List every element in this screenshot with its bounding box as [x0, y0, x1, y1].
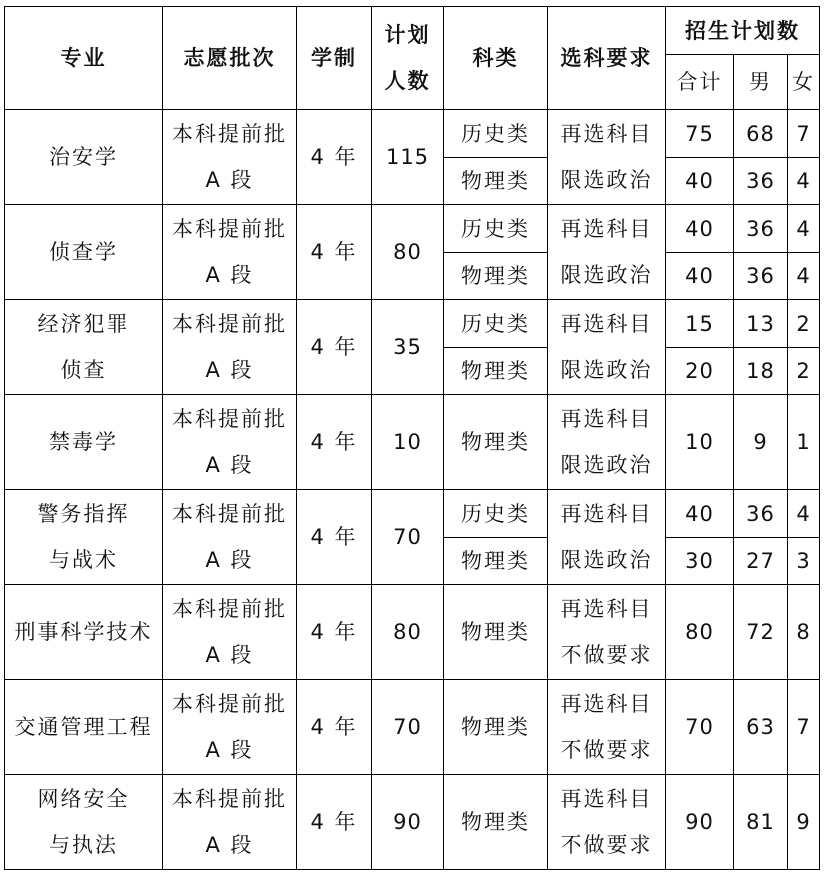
plan-count-cell: 80: [372, 585, 444, 680]
requirement-cell: [548, 110, 666, 205]
batch-cell-line: 本科提前批: [172, 787, 287, 811]
female-cell: 4: [788, 205, 820, 253]
batch-cell-line: A 段: [205, 263, 254, 287]
batch-cell: [163, 110, 297, 205]
major-cell: [5, 775, 163, 870]
subject-cell: 物理类: [444, 395, 548, 490]
header-major: 专业: [5, 7, 163, 110]
plan-count-cell: 115: [372, 110, 444, 205]
major-cell: [5, 490, 163, 585]
table-row: [5, 490, 820, 538]
subject-cell: 物理类: [444, 775, 548, 870]
major-cell-line: 交通管理工程: [14, 715, 153, 739]
major-cell-line: 与战术: [49, 548, 118, 572]
total-cell: 10: [666, 395, 734, 490]
requirement-cell: [548, 585, 666, 680]
total-cell: 15: [666, 300, 734, 348]
requirement-cell: [548, 490, 666, 585]
duration-cell: 4 年: [297, 205, 372, 300]
male-cell: 36: [734, 490, 788, 538]
female-cell: 2: [788, 348, 820, 395]
batch-cell: [163, 775, 297, 870]
header-duration: 学制: [297, 7, 372, 110]
batch-cell-line: A 段: [205, 548, 254, 572]
batch-cell: [163, 205, 297, 300]
batch-cell-line: A 段: [205, 643, 254, 667]
plan-count-cell: 80: [372, 205, 444, 300]
batch-cell: [163, 300, 297, 395]
total-cell: 40: [666, 490, 734, 538]
subject-cell: 物理类: [444, 680, 548, 775]
batch-cell-line: A 段: [205, 168, 254, 192]
major-cell-line: 侦查学: [49, 240, 118, 264]
major-cell: [5, 110, 163, 205]
requirement-cell-line: 再选科目: [560, 787, 653, 811]
total-cell: 20: [666, 348, 734, 395]
requirement-cell-line: 限选政治: [560, 168, 653, 192]
subject-cell: 物理类: [444, 585, 548, 680]
requirement-cell-line: 再选科目: [560, 407, 653, 431]
major-cell: [5, 395, 163, 490]
subject-cell: 历史类: [444, 110, 548, 158]
requirement-cell-line: 限选政治: [560, 453, 653, 477]
major-cell-line: 警务指挥: [37, 502, 130, 526]
requirement-cell: [548, 205, 666, 300]
batch-cell: [163, 680, 297, 775]
male-cell: 81: [734, 775, 788, 870]
female-cell: 1: [788, 395, 820, 490]
requirement-cell-line: 不做要求: [560, 833, 653, 857]
batch-cell-line: A 段: [205, 833, 254, 857]
requirement-cell-line: 限选政治: [560, 263, 653, 287]
major-cell-line: 刑事科学技术: [14, 620, 153, 644]
batch-cell-line: 本科提前批: [172, 597, 287, 621]
major-cell: [5, 585, 163, 680]
batch-cell-line: A 段: [205, 738, 254, 762]
table-row: [5, 205, 820, 253]
header-female: 女: [788, 55, 820, 110]
requirement-cell-line: 再选科目: [560, 217, 653, 241]
batch-cell: [163, 395, 297, 490]
requirement-cell-line: 限选政治: [560, 548, 653, 572]
total-cell: 80: [666, 585, 734, 680]
batch-cell-line: 本科提前批: [172, 502, 287, 526]
male-cell: 68: [734, 110, 788, 158]
subject-cell: 物理类: [444, 538, 548, 585]
table-row: [5, 775, 820, 870]
subject-cell: 历史类: [444, 490, 548, 538]
header-subject: 科类: [444, 7, 548, 110]
requirement-cell: [548, 395, 666, 490]
total-cell: 40: [666, 158, 734, 205]
male-cell: 36: [734, 253, 788, 300]
header-plan-count: [372, 7, 444, 110]
subject-cell: 历史类: [444, 205, 548, 253]
female-cell: 7: [788, 110, 820, 158]
major-cell: [5, 205, 163, 300]
female-cell: 4: [788, 158, 820, 205]
batch-cell-line: 本科提前批: [172, 407, 287, 431]
male-cell: 63: [734, 680, 788, 775]
plan-count-cell: 10: [372, 395, 444, 490]
header-total: 合计: [666, 55, 734, 110]
plan-count-cell: 35: [372, 300, 444, 395]
table-row: [5, 395, 820, 490]
female-cell: 9: [788, 775, 820, 870]
plan-count-cell: 70: [372, 490, 444, 585]
batch-cell-line: 本科提前批: [172, 692, 287, 716]
requirement-cell-line: 不做要求: [560, 738, 653, 762]
requirement-cell-line: 限选政治: [560, 358, 653, 382]
table-row: [5, 585, 820, 680]
total-cell: 70: [666, 680, 734, 775]
male-cell: 9: [734, 395, 788, 490]
duration-cell: 4 年: [297, 300, 372, 395]
duration-cell: 4 年: [297, 395, 372, 490]
subject-cell: 物理类: [444, 253, 548, 300]
requirement-cell: [548, 775, 666, 870]
total-cell: 75: [666, 110, 734, 158]
enrollment-table-wrapper: [4, 6, 820, 870]
header-plan-count-line2: 人数: [384, 69, 431, 93]
duration-cell: 4 年: [297, 680, 372, 775]
header-enroll-plan: 招生计划数: [666, 7, 820, 55]
table-body: [5, 110, 820, 870]
header-requirement: 选科要求: [548, 7, 666, 110]
requirement-cell-line: 再选科目: [560, 597, 653, 621]
requirement-cell-line: 不做要求: [560, 643, 653, 667]
batch-cell-line: 本科提前批: [172, 312, 287, 336]
major-cell-line: 经济犯罪: [37, 312, 130, 336]
female-cell: 2: [788, 300, 820, 348]
duration-cell: 4 年: [297, 585, 372, 680]
major-cell-line: 治安学: [49, 145, 118, 169]
duration-cell: 4 年: [297, 110, 372, 205]
major-cell: [5, 680, 163, 775]
subject-cell: 物理类: [444, 158, 548, 205]
subject-cell: 物理类: [444, 348, 548, 395]
major-cell: [5, 300, 163, 395]
requirement-cell: [548, 680, 666, 775]
male-cell: 13: [734, 300, 788, 348]
enrollment-plan-table: [4, 6, 820, 870]
female-cell: 7: [788, 680, 820, 775]
table-row: [5, 680, 820, 775]
male-cell: 27: [734, 538, 788, 585]
subject-cell: 历史类: [444, 300, 548, 348]
major-cell-line: 禁毒学: [49, 430, 118, 454]
requirement-cell-line: 再选科目: [560, 692, 653, 716]
major-cell-line: 网络安全: [37, 787, 130, 811]
male-cell: 36: [734, 158, 788, 205]
major-cell-line: 侦查: [60, 358, 107, 382]
major-cell-line: 与执法: [49, 833, 118, 857]
batch-cell: [163, 585, 297, 680]
requirement-cell: [548, 300, 666, 395]
male-cell: 72: [734, 585, 788, 680]
total-cell: 40: [666, 205, 734, 253]
duration-cell: 4 年: [297, 490, 372, 585]
requirement-cell-line: 再选科目: [560, 122, 653, 146]
batch-cell-line: 本科提前批: [172, 217, 287, 241]
table-row: [5, 110, 820, 158]
header-batch: 志愿批次: [163, 7, 297, 110]
female-cell: 3: [788, 538, 820, 585]
female-cell: 4: [788, 490, 820, 538]
plan-count-cell: 70: [372, 680, 444, 775]
male-cell: 36: [734, 205, 788, 253]
header-plan-count-line1: 计划: [384, 23, 431, 47]
table-row: [5, 300, 820, 348]
plan-count-cell: 90: [372, 775, 444, 870]
female-cell: 8: [788, 585, 820, 680]
male-cell: 18: [734, 348, 788, 395]
batch-cell: [163, 490, 297, 585]
batch-cell-line: A 段: [205, 453, 254, 477]
batch-cell-line: 本科提前批: [172, 122, 287, 146]
batch-cell-line: A 段: [205, 358, 254, 382]
duration-cell: 4 年: [297, 775, 372, 870]
total-cell: 30: [666, 538, 734, 585]
female-cell: 4: [788, 253, 820, 300]
requirement-cell-line: 再选科目: [560, 312, 653, 336]
total-cell: 40: [666, 253, 734, 300]
requirement-cell-line: 再选科目: [560, 502, 653, 526]
total-cell: 90: [666, 775, 734, 870]
header-male: 男: [734, 55, 788, 110]
